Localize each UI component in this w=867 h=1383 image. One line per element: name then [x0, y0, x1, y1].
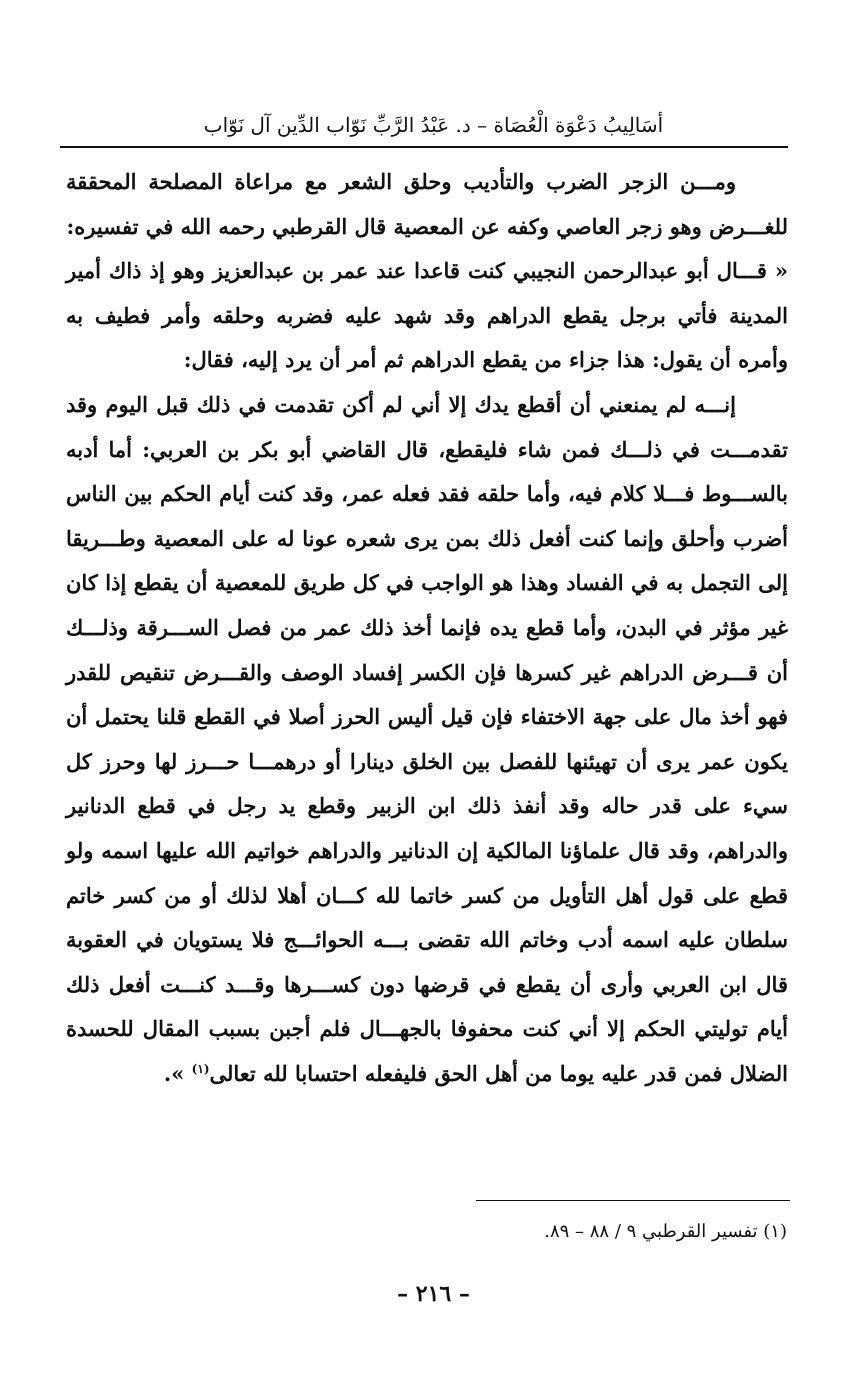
- header-rule: [60, 146, 788, 148]
- footnote-marker[interactable]: (١): [191, 1061, 210, 1076]
- paragraph-quote-body-text: إنـــه لم يمنعني أن أقطع يدك إلا أني لم أكن تقدمت في ذلك قبل اليوم وقد تقدمـــت في ذلـــك فمن شاء فليقطع، قال القاضي أبو بكر بن العربي: أما أدبه بالســـوط فـــلا كلام فيه، وأما حلقه فقد فعله عمر، وقد كنت أيام الحكم بين الناس أضرب وأحلق وإنما كنت أفعل ذلك بمن يرى شعره عونا له على المعصية وطـــريقا إلى التجمل به في الفساد وهذا هو الواجب في كل طريق للمعصية أن يقطع إذا كان غير مؤثر في البدن، وأما قطع يده فإنما أخذ ذلك عمر من فصل الســـرقة وذلـــك أن قـــرض الدراهم غير كسرها فإن الكسر إفساد الوصف والقـــرض تنقيص للقدر فهو أخذ مال على جهة الاختفاء فإن قيل أليس الحرز أصلا في القطع قلنا يحتمل أن يكون عمر يرى أن تهيئنها للفصل بين الخلق دينارا أو درهمـــا حـــرز لها وحرز كل سيء على قدر حاله وقد أنفذ ذلك ابن الزبير وقطع يد رجل في قطع الدنانير والدراهم، وقد قال علماؤنا المالكية إن الدنانير والدراهم خواتيم الله عليها اسمه ولو قطع على قول أهل التأويل من كسر خاتما لله كـــان أهلا لذلك أو من كسر خاتم سلطان عليه اسمه أدب وخاتم الله تقضى بـــه الحوائـــج فلا يستويان في العقوبة قال ابن العربي وأرى أن يقطع في قرضها دون كســـرها وقـــد كنـــت أفعل ذلك أيام توليتي الحكم إلا أني كنت محفوفا بالجهـــال فلم أجبن بسبب المقال للحسدة الضلال فمن قدر عليه يوما من أهل الحق فليفعله احتسابا لله تعالى: [66, 391, 788, 1086]
- paragraph-quote-start: « قـــال أبو عبدالرحمن النجيبي كنت قاعدا عند عمر بن عبدالعزيز وهو إذ ذاك أمير المدينة فأتي برجل يقطع الدراهم وقد شهد عليه فضربه وحلقه وأمر فطيف به وأمره أن يقول: هذا جزاء من يقطع الدراهم ثم أمر أن يرد إليه، فقال:: [66, 258, 788, 373]
- paragraph-intro: ومـــن الزجر الضرب والتأديب وحلق الشعر مع مراعاة المصلحة المحققة للغـــرض وهو زجر العاصي وكفه عن المعصية قال القرطبي رحمه الله في تفسيره:: [66, 169, 788, 239]
- quote-close: ».: [163, 1060, 192, 1086]
- page-number: – ٢١٦ –: [397, 1281, 470, 1307]
- paragraph-quote-body: [66, 383, 788, 1097]
- footnote-rule: [476, 1200, 790, 1201]
- running-header: أسَالِيبُ دَعْوَة الْعُصَاة – د. عَبْدُ الرَّبِّ نَوّاب الدِّين آل نَوّاب: [203, 113, 664, 137]
- body-text: [66, 160, 788, 1096]
- footnote: (١) تفسير القرطبي ٩ / ٨٨ – ٨٩.: [544, 1221, 787, 1242]
